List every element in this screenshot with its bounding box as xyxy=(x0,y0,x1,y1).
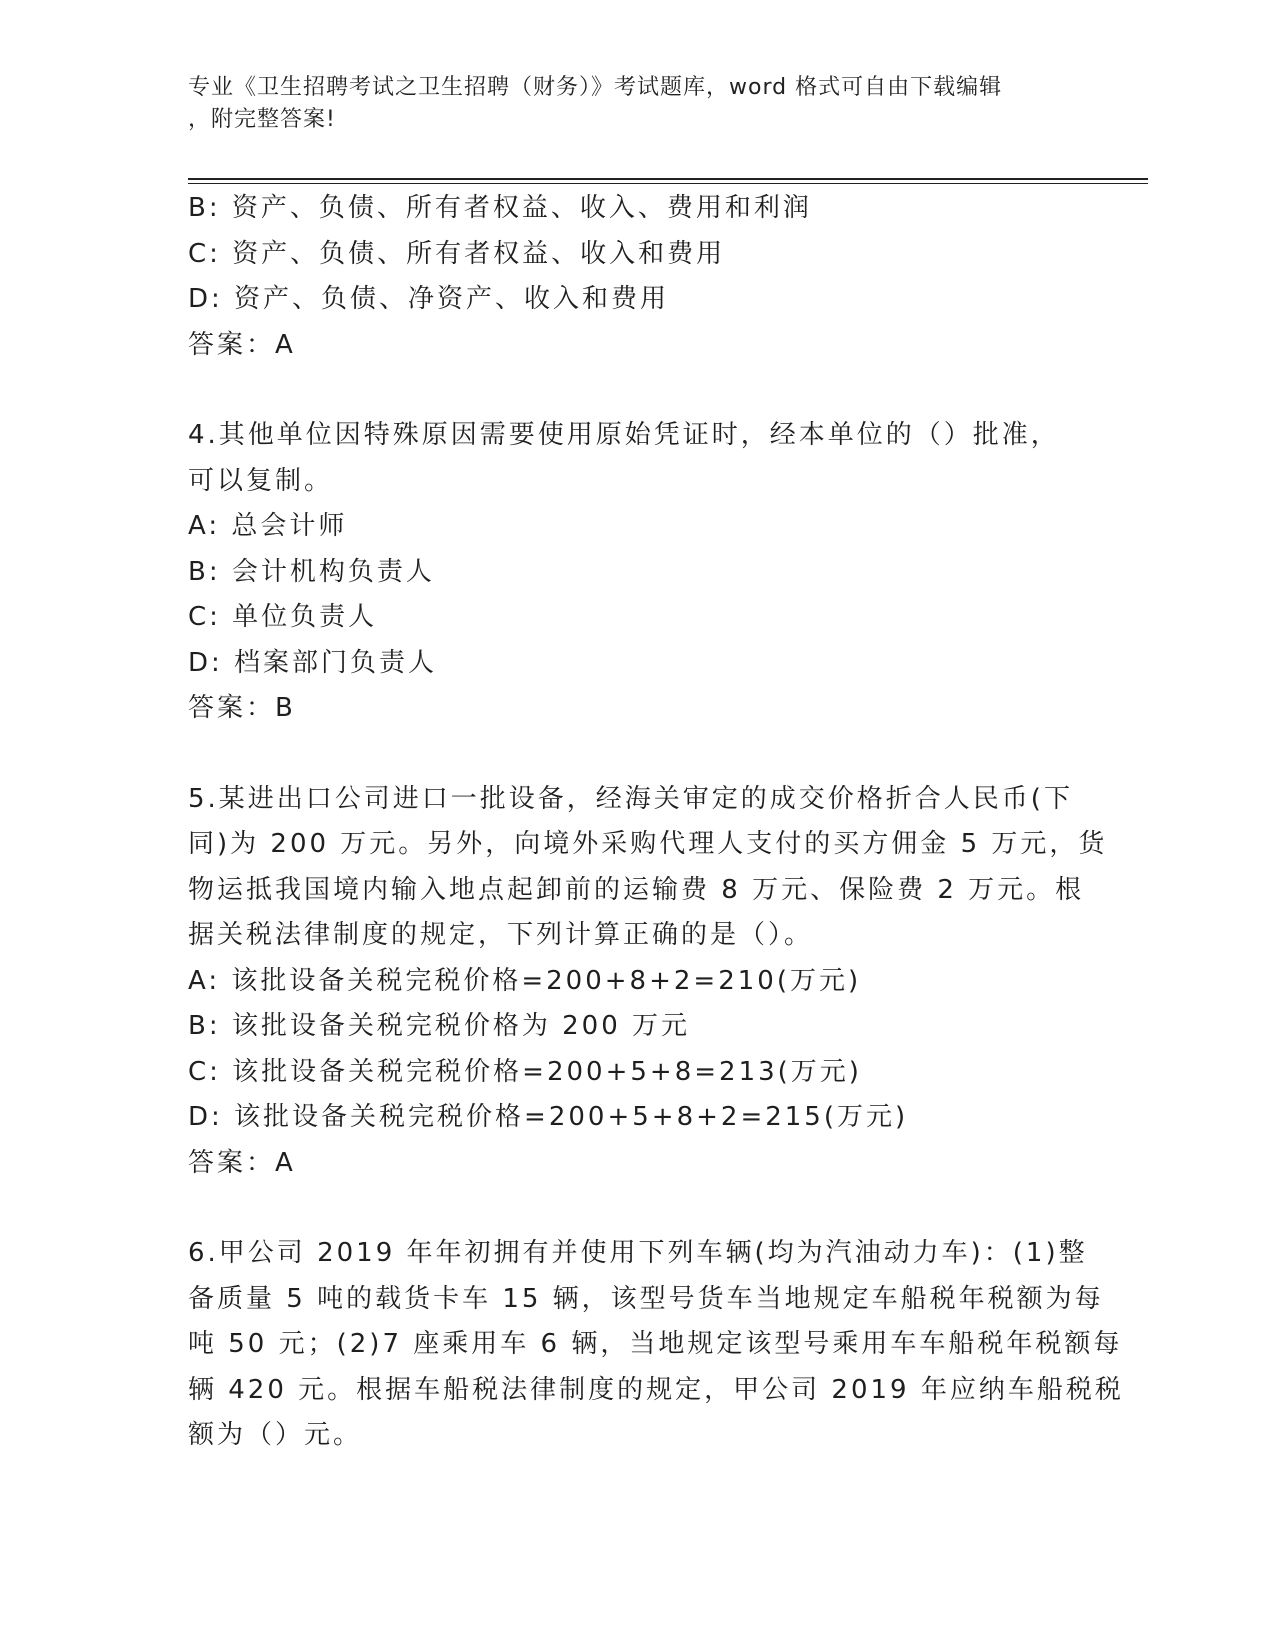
question-6 xyxy=(188,1231,1124,1459)
spacer xyxy=(188,1186,1088,1231)
answer: 答案：A xyxy=(188,1147,296,1178)
question-stem-line: 5.某进出口公司进口一批设备，经海关审定的成交价格折合人民币(下 xyxy=(188,783,1073,814)
spacer xyxy=(188,732,1088,777)
question-stem-line: 吨 50 元；(2)7 座乘用车 6 辆，当地规定该型号乘用车车船税年税额每 xyxy=(188,1329,1123,1359)
question-3-tail xyxy=(188,186,1088,368)
header-line-1: 专业《卫生招聘考试之卫生招聘（财务）》考试题库，word 格式可自由下载编辑 xyxy=(188,75,1003,100)
question-content xyxy=(188,186,1124,1459)
option-a: A: 该批设备关税完税价格=200+8+2=210(万元) xyxy=(188,965,862,996)
option-c: C: 资产、负债、所有者权益、收入和费用 xyxy=(188,238,726,269)
option-c: C: 单位负责人 xyxy=(188,602,378,632)
question-stem-line: 据关税法律制度的规定，下列计算正确的是（）。 xyxy=(188,920,814,950)
question-stem-line: 额为（）元。 xyxy=(188,1420,363,1450)
option-c: C: 该批设备关税完税价格=200+5+8=213(万元) xyxy=(188,1056,862,1087)
question-5 xyxy=(188,777,1108,1187)
header-line-2: ，附完整答案! xyxy=(188,107,336,132)
answer: 答案：B xyxy=(188,693,296,723)
option-b: B: 该批设备关税完税价格为 200 万元 xyxy=(188,1011,691,1041)
spacer xyxy=(188,368,1088,413)
header-divider-thin xyxy=(188,183,1148,184)
option-a: A: 总会计师 xyxy=(188,511,348,541)
question-stem-line: 同)为 200 万元。另外，向境外采购代理人支付的买方佣金 5 万元，货 xyxy=(188,829,1108,859)
option-d: D: 档案部门负责人 xyxy=(188,647,438,678)
option-d: D: 资产、负债、净资产、收入和费用 xyxy=(188,284,670,314)
option-b: B: 资产、负债、所有者权益、收入、费用和利润 xyxy=(188,193,812,223)
question-stem-line: 6.甲公司 2019 年年初拥有并使用下列车辆(均为汽油动力车)：(1)整 xyxy=(188,1238,1088,1268)
question-stem-line: 备质量 5 吨的载货卡车 15 辆，该型号货车当地规定车船税年税额为每 xyxy=(188,1283,1104,1314)
question-4 xyxy=(188,413,1088,732)
question-stem-line: 物运抵我国境内输入地点起卸前的运输费 8 万元、保险费 2 万元。根 xyxy=(188,874,1085,905)
header-divider-thick xyxy=(188,178,1148,180)
option-b: B: 会计机构负责人 xyxy=(188,556,435,587)
document-header xyxy=(188,72,1088,136)
option-d: D: 该批设备关税完税价格=200+5+8+2=215(万元) xyxy=(188,1102,909,1132)
question-stem-line: 4.其他单位因特殊原因需要使用原始凭证时，经本单位的（）批准， xyxy=(188,420,1060,450)
question-stem-line: 可以复制。 xyxy=(188,465,334,496)
question-stem-line: 辆 420 元。根据车船税法律制度的规定，甲公司 2019 年应纳车船税税 xyxy=(188,1374,1124,1405)
answer: 答案：A xyxy=(188,329,296,360)
